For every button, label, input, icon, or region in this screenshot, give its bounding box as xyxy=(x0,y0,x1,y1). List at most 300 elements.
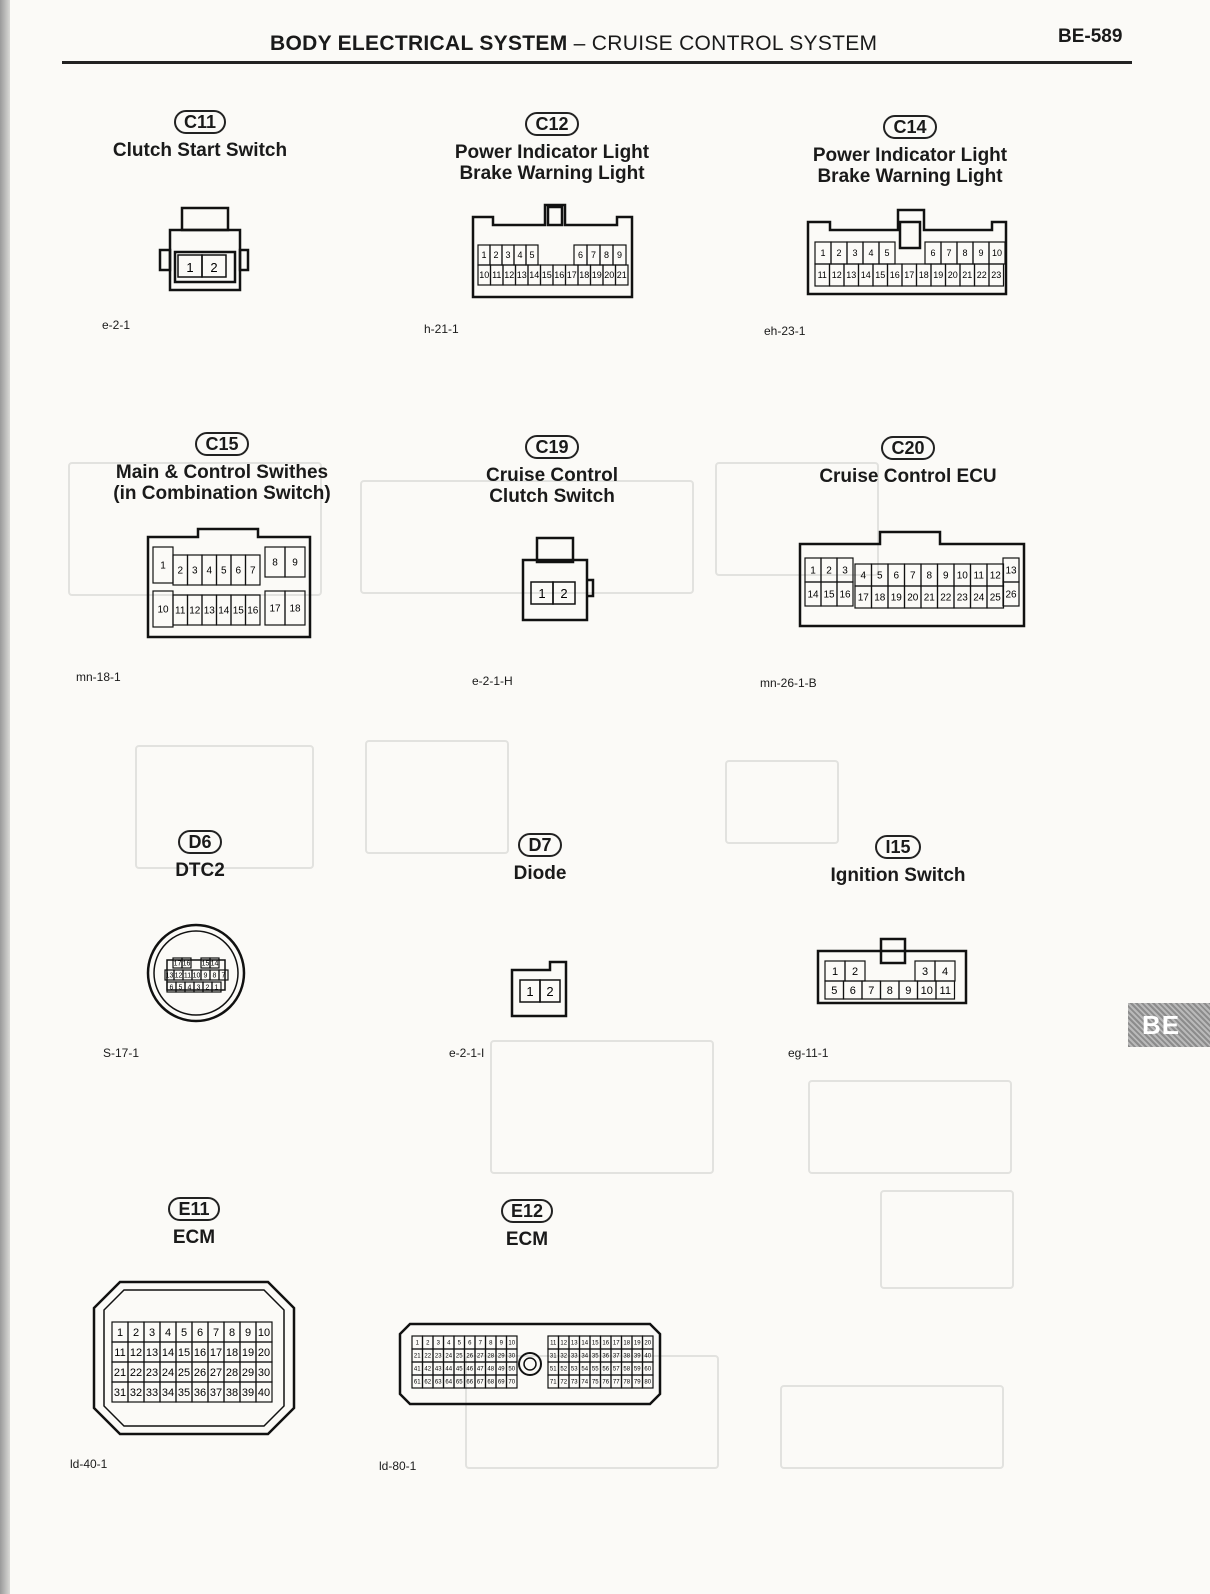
pin-label: 3 xyxy=(921,965,929,978)
pin-label: 2 xyxy=(560,586,568,601)
pin-label: 2 xyxy=(210,260,218,275)
connector-diagram-c14 xyxy=(805,208,1010,300)
connector-title-line1: Power Indicator Light xyxy=(812,145,1008,166)
pin-label: 14 xyxy=(529,270,540,281)
pin-label: 5 xyxy=(884,248,890,259)
pin-label: 3 xyxy=(196,984,201,992)
pin-label: 78 xyxy=(623,1379,631,1386)
pin-label: 11 xyxy=(175,605,186,617)
pin-label: 5 xyxy=(876,570,883,582)
pin-label: 17 xyxy=(269,603,281,615)
pin-label: 2 xyxy=(426,1340,430,1347)
connector-code: e-2-1-H xyxy=(472,674,513,688)
pin-label: 68 xyxy=(487,1379,495,1386)
pin-label: 77 xyxy=(612,1379,620,1386)
pin-label: 17 xyxy=(209,1346,223,1359)
pin-label: 40 xyxy=(257,1386,271,1399)
pin-label: 9 xyxy=(499,1340,503,1347)
pin-label: 22 xyxy=(424,1353,432,1360)
pin-label: 9 xyxy=(978,248,984,259)
pin-label: 19 xyxy=(591,270,602,281)
pin-label: 7 xyxy=(221,972,226,980)
pin-label: 17 xyxy=(904,270,915,281)
connector-code: S-17-1 xyxy=(103,1046,140,1060)
pin-label: 63 xyxy=(434,1379,442,1386)
pin-label: 64 xyxy=(445,1379,453,1386)
pin-label: 5 xyxy=(178,984,183,992)
connector-label-e11 xyxy=(14,1197,374,1248)
connector-code: eg-11-1 xyxy=(788,1046,829,1060)
pin-label: 23 xyxy=(145,1366,159,1379)
pin-label: 29 xyxy=(241,1366,255,1379)
connector-title: DTC2 xyxy=(175,860,225,881)
pin-label: 36 xyxy=(193,1386,207,1399)
pin-label: 20 xyxy=(257,1346,271,1359)
connector-title: Clutch Start Switch xyxy=(112,140,288,161)
pin-label: 9 xyxy=(942,570,949,582)
pin-label: 7 xyxy=(212,1326,220,1339)
pin-label: 24 xyxy=(161,1366,175,1379)
connector-label-e12 xyxy=(347,1199,707,1250)
pin-label: 11 xyxy=(939,984,951,997)
pin-label: 79 xyxy=(633,1379,641,1386)
pin-label: 69 xyxy=(497,1379,505,1386)
pin-label: 6 xyxy=(930,248,936,259)
pin-label: 55 xyxy=(591,1366,599,1373)
connector-title: Ignition Switch xyxy=(830,865,966,886)
pin-label: 62 xyxy=(424,1379,432,1386)
pin-label: 10 xyxy=(991,248,1003,259)
pin-label: 52 xyxy=(560,1366,568,1373)
pin-label: 8 xyxy=(603,250,610,261)
pin-label: 46 xyxy=(466,1366,474,1373)
pin-label: 10 xyxy=(508,1340,516,1347)
connector-label-c15 xyxy=(42,432,402,504)
pin-label: 1 xyxy=(810,565,816,577)
pin-label: 53 xyxy=(570,1366,578,1373)
pin-label: 27 xyxy=(476,1353,484,1360)
pin-label: 3 xyxy=(842,565,848,577)
pin-label: 9 xyxy=(203,972,208,980)
pin-label: 12 xyxy=(831,270,842,281)
pin-label: 16 xyxy=(193,1346,207,1359)
pin-label: 16 xyxy=(839,589,851,601)
pin-label: 15 xyxy=(823,589,835,601)
pin-label: 14 xyxy=(581,1340,589,1347)
pin-label: 12 xyxy=(189,605,201,617)
pin-label: 3 xyxy=(191,565,198,577)
pin-label: 7 xyxy=(946,248,952,259)
connector-tag: C15 xyxy=(195,432,248,456)
pin-label: 3 xyxy=(148,1326,156,1339)
pin-label: 8 xyxy=(489,1340,493,1347)
connector-title: Diode xyxy=(513,863,567,884)
section-title-separator: – xyxy=(573,32,586,55)
pin-label: 59 xyxy=(633,1366,641,1373)
pin-label: 65 xyxy=(455,1379,463,1386)
pin-label: 8 xyxy=(228,1326,236,1339)
connector-label-d7 xyxy=(360,833,720,884)
pin-label: 17 xyxy=(173,960,182,968)
connector-tag: D7 xyxy=(518,833,561,857)
pin-label: 45 xyxy=(455,1366,463,1373)
connector-diagram-i15 xyxy=(815,935,971,1007)
connector-title-line2: Clutch Switch xyxy=(489,486,615,507)
pin-label: 19 xyxy=(241,1346,255,1359)
pin-label: 33 xyxy=(570,1353,578,1360)
pin-label: 20 xyxy=(947,270,958,281)
pin-label: 14 xyxy=(860,270,871,281)
pin-label: 50 xyxy=(508,1366,516,1373)
pin-label: 13 xyxy=(165,972,174,980)
connector-diagram-d6 xyxy=(145,922,247,1024)
pin-label: 3 xyxy=(505,250,511,261)
page-spine-shadow xyxy=(0,0,10,1594)
pin-label: 12 xyxy=(560,1340,568,1347)
pin-label: 67 xyxy=(476,1379,484,1386)
pin-label: 32 xyxy=(129,1386,143,1399)
connector-title: ECM xyxy=(172,1227,216,1248)
pin-label: 9 xyxy=(244,1326,252,1339)
pin-label: 6 xyxy=(849,984,856,997)
pin-label: 15 xyxy=(177,1346,191,1359)
pin-label: 71 xyxy=(549,1379,557,1386)
connector-code: eh-23-1 xyxy=(764,324,806,338)
pin-label: 10 xyxy=(956,570,968,582)
pin-label: 1 xyxy=(820,248,826,259)
connector-tag: E12 xyxy=(501,1199,553,1223)
pin-label: 34 xyxy=(161,1386,175,1399)
pin-label: 76 xyxy=(602,1379,610,1386)
pin-label: 6 xyxy=(893,570,900,582)
pin-label: 7 xyxy=(868,984,875,997)
pin-label: 11 xyxy=(492,270,502,281)
pin-label: 2 xyxy=(132,1326,140,1339)
pin-label: 9 xyxy=(616,250,623,261)
pin-label: 4 xyxy=(860,570,867,582)
connector-code: ld-80-1 xyxy=(379,1459,417,1473)
pin-label: 34 xyxy=(581,1353,589,1360)
pin-label: 15 xyxy=(875,270,886,281)
pin-label: 24 xyxy=(445,1353,453,1360)
pin-label: 2 xyxy=(205,984,210,992)
section-title-bold: BODY ELECTRICAL SYSTEM xyxy=(270,32,568,55)
pin-label: 32 xyxy=(560,1353,568,1360)
pin-label: 1 xyxy=(415,1340,419,1347)
pin-label: 60 xyxy=(644,1366,652,1373)
pin-label: 37 xyxy=(612,1353,620,1360)
pin-label: 11 xyxy=(114,1346,126,1359)
pin-label: 17 xyxy=(857,592,869,604)
pin-label: 37 xyxy=(209,1386,223,1399)
pin-label: 10 xyxy=(920,984,933,997)
pin-label: 11 xyxy=(550,1340,557,1347)
pin-label: 18 xyxy=(225,1346,239,1359)
pin-label: 58 xyxy=(623,1366,631,1373)
connector-label-c12 xyxy=(372,112,732,184)
pin-label: 6 xyxy=(577,250,584,261)
pin-label: 20 xyxy=(644,1340,652,1347)
connector-diagram-d7 xyxy=(508,958,572,1020)
pin-label: 40 xyxy=(644,1353,652,1360)
pin-label: 39 xyxy=(241,1386,255,1399)
pin-label: 5 xyxy=(180,1326,188,1339)
pin-label: 31 xyxy=(549,1353,557,1360)
pin-label: 14 xyxy=(210,960,219,968)
pin-label: 22 xyxy=(940,592,952,604)
pin-label: 16 xyxy=(602,1340,610,1347)
pin-label: 30 xyxy=(508,1353,516,1360)
pin-label: 41 xyxy=(413,1366,421,1373)
connector-label-d6 xyxy=(20,830,380,881)
pin-label: 23 xyxy=(434,1353,442,1360)
pin-label: 5 xyxy=(831,984,838,997)
pin-label: 48 xyxy=(487,1366,495,1373)
pin-label: 21 xyxy=(616,270,627,281)
pin-label: 25 xyxy=(989,592,1001,604)
connector-tag: C12 xyxy=(525,112,578,136)
pin-label: 13 xyxy=(516,270,527,281)
pin-label: 8 xyxy=(212,972,217,980)
pin-label: 6 xyxy=(235,565,242,577)
pin-label: 8 xyxy=(926,570,933,582)
pin-label: 6 xyxy=(196,1326,204,1339)
pin-label: 16 xyxy=(247,605,259,617)
connector-title: ECM xyxy=(505,1229,549,1250)
pin-label: 22 xyxy=(976,270,987,281)
pin-label: 2 xyxy=(836,248,842,259)
pin-label: 29 xyxy=(497,1353,505,1360)
bleed-through-outline xyxy=(780,1385,1004,1469)
pin-label: 22 xyxy=(129,1366,143,1379)
pin-label: 47 xyxy=(476,1366,484,1373)
section-title-rest: CRUISE CONTROL SYSTEM xyxy=(591,32,878,55)
pin-label: 20 xyxy=(907,592,919,604)
pin-label: 16 xyxy=(554,270,565,281)
pin-label: 12 xyxy=(129,1346,143,1359)
pin-label: 56 xyxy=(602,1366,610,1373)
pin-label: 14 xyxy=(161,1346,175,1359)
connector-diagram-c11 xyxy=(160,200,250,295)
pin-label: 1 xyxy=(526,984,534,999)
pin-label: 3 xyxy=(852,248,858,259)
connector-tag: C14 xyxy=(883,115,936,139)
pin-label: 19 xyxy=(890,592,902,604)
connector-diagram-c20 xyxy=(797,530,1029,630)
pin-label: 4 xyxy=(164,1326,172,1339)
pin-label: 7 xyxy=(590,250,597,261)
pin-label: 12 xyxy=(989,570,1001,582)
pin-label: 2 xyxy=(851,965,859,978)
pin-label: 5 xyxy=(529,250,535,261)
pin-label: 2 xyxy=(826,565,832,577)
pin-label: 28 xyxy=(487,1353,495,1360)
connector-diagram-c12 xyxy=(470,205,635,303)
pin-label: 49 xyxy=(497,1366,505,1373)
page-number: BE-589 xyxy=(1058,26,1123,47)
pin-label: 19 xyxy=(633,1340,641,1347)
pin-label: 7 xyxy=(909,570,916,582)
pin-label: 1 xyxy=(160,560,166,572)
pin-label: 4 xyxy=(941,965,949,978)
pin-label: 26 xyxy=(466,1353,474,1360)
pin-label: 10 xyxy=(479,270,490,281)
pin-label: 10 xyxy=(257,1326,271,1339)
connector-label-i15 xyxy=(718,835,1078,886)
pin-label: 36 xyxy=(602,1353,610,1360)
pin-label: 23 xyxy=(991,270,1002,281)
bleed-through-outline xyxy=(490,1040,714,1174)
connector-code: ld-40-1 xyxy=(70,1457,108,1471)
pin-label: 5 xyxy=(457,1340,461,1347)
pin-label: 4 xyxy=(206,565,213,577)
pin-label: 24 xyxy=(973,592,985,604)
pin-label: 21 xyxy=(923,592,935,604)
pin-label: 5 xyxy=(220,565,227,577)
section-title xyxy=(270,32,877,56)
pin-label: 25 xyxy=(177,1366,191,1379)
pin-label: 1 xyxy=(481,250,487,261)
connector-code: mn-26-1-B xyxy=(760,676,817,690)
connector-label-c19 xyxy=(372,435,732,507)
pin-label: 15 xyxy=(541,270,552,281)
pin-label: 17 xyxy=(612,1340,620,1347)
pin-label: 14 xyxy=(218,605,230,617)
connector-title: Cruise Control ECU xyxy=(819,466,997,487)
pin-label: 15 xyxy=(201,960,210,968)
pin-label: 16 xyxy=(889,270,900,281)
pin-label: 21 xyxy=(413,1353,421,1360)
pin-label: 10 xyxy=(157,604,169,616)
pin-label: 9 xyxy=(905,984,912,997)
pin-label: 18 xyxy=(874,592,886,604)
pin-label: 61 xyxy=(413,1379,421,1386)
pin-label: 14 xyxy=(807,589,819,601)
pin-label: 19 xyxy=(933,270,944,281)
pin-label: 3 xyxy=(436,1340,440,1347)
pin-label: 70 xyxy=(508,1379,516,1386)
pin-label: 35 xyxy=(177,1386,191,1399)
connector-diagram-e11 xyxy=(90,1278,298,1436)
connector-code: h-21-1 xyxy=(424,322,459,336)
pin-label: 21 xyxy=(962,270,973,281)
pin-label: 1 xyxy=(831,965,839,978)
pin-label: 7 xyxy=(249,565,256,577)
pin-label: 18 xyxy=(918,270,929,281)
pin-label: 2 xyxy=(546,984,554,999)
pin-label: 30 xyxy=(257,1366,271,1379)
connector-title-line2: Brake Warning Light xyxy=(459,163,645,184)
pin-label: 13 xyxy=(145,1346,159,1359)
pin-label: 13 xyxy=(203,605,215,617)
pin-label: 17 xyxy=(566,270,577,281)
pin-label: 9 xyxy=(292,557,298,569)
pin-label: 25 xyxy=(455,1353,463,1360)
connector-tag: C20 xyxy=(881,436,934,460)
connector-title-line2: (in Combination Switch) xyxy=(113,483,331,504)
pin-label: 80 xyxy=(644,1379,652,1386)
header-rule xyxy=(62,61,1132,64)
pin-label: 4 xyxy=(187,984,192,992)
pin-label: 1 xyxy=(186,260,194,275)
pin-label: 11 xyxy=(973,570,984,582)
pin-label: 38 xyxy=(623,1353,631,1360)
pin-label: 11 xyxy=(183,972,192,980)
pin-label: 1 xyxy=(116,1326,124,1339)
pin-label: 54 xyxy=(581,1366,589,1373)
pin-label: 57 xyxy=(612,1366,620,1373)
pin-label: 2 xyxy=(177,565,184,577)
pin-label: 74 xyxy=(581,1379,589,1386)
pin-label: 4 xyxy=(517,250,523,261)
connector-label-c11 xyxy=(20,110,380,161)
pin-label: 10 xyxy=(192,972,201,980)
connector-code: e-2-1 xyxy=(102,318,131,332)
connector-diagram-e12 xyxy=(396,1320,664,1408)
connector-code: mn-18-1 xyxy=(76,670,121,684)
pin-label: 15 xyxy=(591,1340,599,1347)
pin-label: 11 xyxy=(817,270,827,281)
pin-label: 18 xyxy=(623,1340,631,1347)
pin-label: 4 xyxy=(868,248,874,259)
connector-title-line1: Cruise Control xyxy=(486,465,618,486)
be-section-tab: BE xyxy=(1128,1003,1210,1047)
pin-label: 1 xyxy=(214,984,219,992)
pin-label: 73 xyxy=(570,1379,578,1386)
bleed-through-outline xyxy=(808,1080,1012,1174)
connector-tag: E11 xyxy=(168,1197,219,1221)
connector-title-line2: Brake Warning Light xyxy=(817,166,1003,187)
pin-label: 72 xyxy=(560,1379,568,1386)
pin-label: 6 xyxy=(468,1340,472,1347)
pin-label: 13 xyxy=(846,270,857,281)
pin-label: 23 xyxy=(956,592,968,604)
pin-label: 15 xyxy=(232,605,244,617)
pin-label: 12 xyxy=(504,270,515,281)
pin-label: 66 xyxy=(466,1379,474,1386)
bleed-through-outline xyxy=(725,760,839,844)
bleed-through-outline xyxy=(880,1190,1014,1289)
pin-label: 75 xyxy=(591,1379,599,1386)
pin-label: 13 xyxy=(1005,565,1017,577)
pin-label: 39 xyxy=(633,1353,641,1360)
pin-label: 26 xyxy=(193,1366,207,1379)
pin-label: 26 xyxy=(1005,589,1017,601)
pin-label: 44 xyxy=(445,1366,453,1373)
pin-label: 43 xyxy=(434,1366,442,1373)
pin-label: 7 xyxy=(478,1340,482,1347)
pin-label: 20 xyxy=(604,270,615,281)
pin-label: 6 xyxy=(169,984,174,992)
pin-label: 8 xyxy=(886,984,893,997)
connector-title-line1: Main & Control Swithes xyxy=(115,462,329,483)
pin-label: 28 xyxy=(225,1366,239,1379)
connector-tag: C11 xyxy=(174,110,226,134)
connector-code: e-2-1-I xyxy=(449,1046,485,1060)
pin-label: 35 xyxy=(591,1353,599,1360)
connector-label-c14 xyxy=(730,115,1090,187)
pin-label: 13 xyxy=(570,1340,578,1347)
pin-label: 2 xyxy=(493,250,499,261)
connector-diagram-c15 xyxy=(145,525,313,643)
pin-label: 8 xyxy=(272,557,278,569)
pin-label: 21 xyxy=(113,1366,127,1379)
pin-label: 27 xyxy=(209,1366,223,1379)
connector-tag: D6 xyxy=(178,830,221,854)
pin-label: 16 xyxy=(182,960,191,968)
connector-tag: C19 xyxy=(525,435,578,459)
pin-label: 31 xyxy=(113,1386,127,1399)
